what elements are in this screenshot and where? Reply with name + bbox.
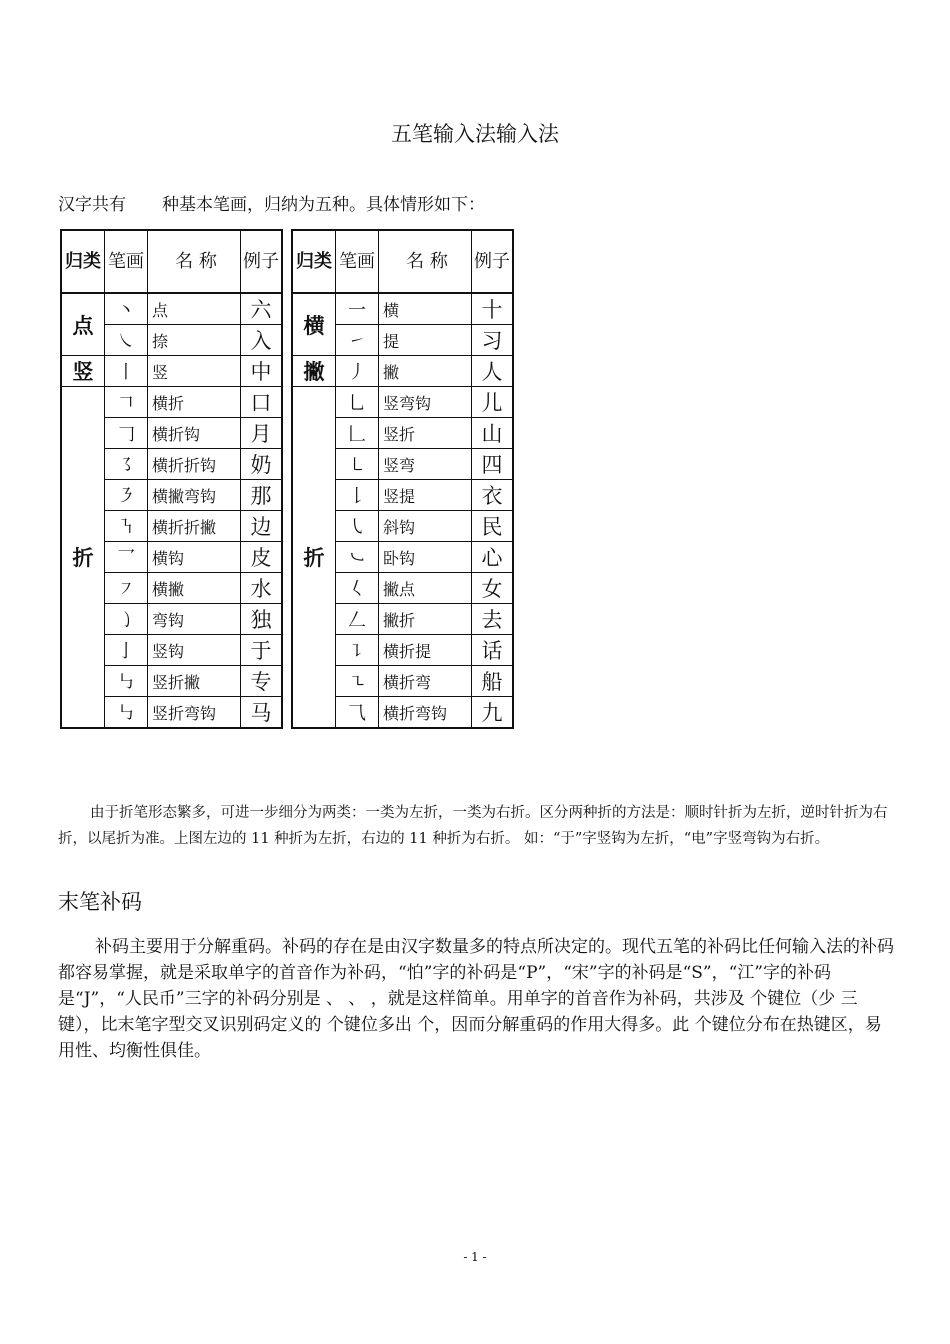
stroke-cell: 𠄌 <box>336 480 379 511</box>
name-cell: 竖折撇 <box>148 666 241 697</box>
name-cell: 捺 <box>148 325 241 356</box>
stroke-cell: 亅 <box>105 635 148 666</box>
stroke-cell: ㇉ <box>105 666 148 697</box>
header-name: 名 称 <box>379 230 472 293</box>
table-row <box>61 293 282 325</box>
table-row <box>61 387 282 418</box>
example-cell: 民 <box>472 511 514 542</box>
example-cell: 船 <box>472 666 514 697</box>
name-cell: 提 <box>379 325 472 356</box>
example-cell: 中 <box>241 356 283 387</box>
stroke-table-left-body <box>61 230 282 728</box>
example-cell: 六 <box>241 293 283 325</box>
example-cell: 十 <box>472 293 514 325</box>
stroke-cell: ㇀ <box>336 325 379 356</box>
category-cell: 折 <box>292 387 336 729</box>
intro-line <box>58 190 485 215</box>
name-cell: 撇点 <box>379 573 472 604</box>
name-cell: 横 <box>379 293 472 325</box>
name-cell: 横撇弯钩 <box>148 480 241 511</box>
stroke-cell: 一 <box>336 293 379 325</box>
stroke-cell: 𠃊 <box>336 418 379 449</box>
stroke-cell: 乚 <box>336 387 379 418</box>
header-example: 例子 <box>241 230 283 293</box>
name-cell: 卧钩 <box>379 542 472 573</box>
table-row <box>292 356 513 387</box>
name-cell: 撇 <box>379 356 472 387</box>
header-category: 归类 <box>61 230 105 293</box>
stroke-cell: ㇋ <box>105 480 148 511</box>
stroke-cell: ㇇ <box>105 573 148 604</box>
stroke-cell: 丶 <box>105 293 148 325</box>
table-row <box>292 293 513 325</box>
name-cell: 横折折钩 <box>148 449 241 480</box>
stroke-table-right-body <box>292 230 513 728</box>
category-cell: 点 <box>61 293 105 356</box>
stroke-cell: 𠃍 <box>105 387 148 418</box>
stroke-cell: ㇍ <box>336 666 379 697</box>
example-cell: 马 <box>241 697 283 729</box>
example-cell: 入 <box>241 325 283 356</box>
name-cell: 弯钩 <box>148 604 241 635</box>
example-cell: 衣 <box>472 480 514 511</box>
example-cell: 边 <box>241 511 283 542</box>
stroke-cell: ⺄ <box>336 697 379 729</box>
example-cell: 皮 <box>241 542 283 573</box>
stroke-cell: 𠃋 <box>336 604 379 635</box>
example-cell: 话 <box>472 635 514 666</box>
table-header-row <box>292 230 513 293</box>
stroke-cell: 丨 <box>105 356 148 387</box>
name-cell: 竖提 <box>379 480 472 511</box>
intro-text-before: 汉字共有 <box>58 195 126 215</box>
stroke-cell: 𡿨 <box>336 573 379 604</box>
example-cell: 口 <box>241 387 283 418</box>
name-cell: 横折 <box>148 387 241 418</box>
stroke-cell: 丿 <box>336 356 379 387</box>
category-cell: 撇 <box>292 356 336 387</box>
stroke-table-right <box>291 229 514 729</box>
table-header-row <box>61 230 282 293</box>
name-cell: 横折弯钩 <box>379 697 472 729</box>
example-cell: 山 <box>472 418 514 449</box>
stroke-cell: ㇁ <box>105 604 148 635</box>
example-cell: 儿 <box>472 387 514 418</box>
name-cell: 竖折弯钩 <box>148 697 241 729</box>
example-cell: 四 <box>472 449 514 480</box>
name-cell: 横撇 <box>148 573 241 604</box>
paragraph-fold-strokes: 由于折笔形态繁多，可进一步细分为两类：一类为左折，一类为右折。区分两种折的方法是：顺时针折为左折，逆时针折为右折，以尾折为准。上图左边的 11 种折为左折，右边的 11 种折为右折。 如：“于”字竖钩为左折，“电”字竖弯钩为右折。 <box>58 805 888 847</box>
example-cell: 女 <box>472 573 514 604</box>
header-category: 归类 <box>292 230 336 293</box>
name-cell: 横钩 <box>148 542 241 573</box>
example-cell: 月 <box>241 418 283 449</box>
stroke-cell: 𠃌 <box>105 418 148 449</box>
header-name: 名 称 <box>148 230 241 293</box>
example-cell: 人 <box>472 356 514 387</box>
header-example: 例子 <box>472 230 514 293</box>
name-cell: 横折提 <box>379 635 472 666</box>
category-cell: 竖 <box>61 356 105 387</box>
stroke-cell: ㇌ <box>105 449 148 480</box>
stroke-cell: ㇎ <box>105 511 148 542</box>
name-cell: 横折弯 <box>379 666 472 697</box>
table-row <box>61 356 282 387</box>
paragraph-supplementary-code: 补码主要用于分解重码。补码的存在是由汉字数量多的特点所决定的。现代五笔的补码比任何输入法的补码都容易掌握，就是采取单字的首音作为补码，“怕”字的补码是“P”，“宋”字的补码是“S”，“江”字的补码是“J”，“人民币”三字的补码分别是 、 、 ，就是这样简单。用单字的首音作为补码，共涉及 个键位（少 三键），比末笔字型交叉识别码定义的 个键位多出 个，因而分解重码的作用大得多。此 个键位分布在热键区，易用性、均衡性俱佳。 <box>58 937 894 1061</box>
example-cell: 奶 <box>241 449 283 480</box>
example-cell: 独 <box>241 604 283 635</box>
header-stroke: 笔画 <box>336 230 379 293</box>
stroke-cell: ㇃ <box>336 542 379 573</box>
name-cell: 横折折撇 <box>148 511 241 542</box>
stroke-cell: ㇄ <box>336 449 379 480</box>
name-cell: 竖折 <box>379 418 472 449</box>
stroke-table-left <box>60 229 283 729</box>
stroke-cell: ㇂ <box>336 511 379 542</box>
category-cell: 折 <box>61 387 105 729</box>
example-cell: 习 <box>472 325 514 356</box>
name-cell: 竖钩 <box>148 635 241 666</box>
stroke-cell: 乛 <box>105 542 148 573</box>
stroke-cell: ㇊ <box>336 635 379 666</box>
example-cell: 去 <box>472 604 514 635</box>
section-heading: 末笔补码 <box>58 890 142 914</box>
page-number: - 1 - <box>463 1250 487 1264</box>
header-stroke: 笔画 <box>105 230 148 293</box>
example-cell: 九 <box>472 697 514 729</box>
name-cell: 竖弯钩 <box>379 387 472 418</box>
intro-text-after: 种基本笔画，归纳为五种。具体情形如下： <box>162 195 485 215</box>
example-cell: 那 <box>241 480 283 511</box>
stroke-cell: ㇉ <box>105 697 148 729</box>
name-cell: 竖弯 <box>379 449 472 480</box>
example-cell: 心 <box>472 542 514 573</box>
example-cell: 于 <box>241 635 283 666</box>
name-cell: 横折钩 <box>148 418 241 449</box>
table-row <box>292 387 513 418</box>
stroke-cell: ㇏ <box>105 325 148 356</box>
name-cell: 斜钩 <box>379 511 472 542</box>
name-cell: 竖 <box>148 356 241 387</box>
name-cell: 撇折 <box>379 604 472 635</box>
example-cell: 水 <box>241 573 283 604</box>
category-cell: 横 <box>292 293 336 356</box>
name-cell: 点 <box>148 293 241 325</box>
example-cell: 专 <box>241 666 283 697</box>
document-title: 五笔输入法输入法 <box>391 122 559 146</box>
